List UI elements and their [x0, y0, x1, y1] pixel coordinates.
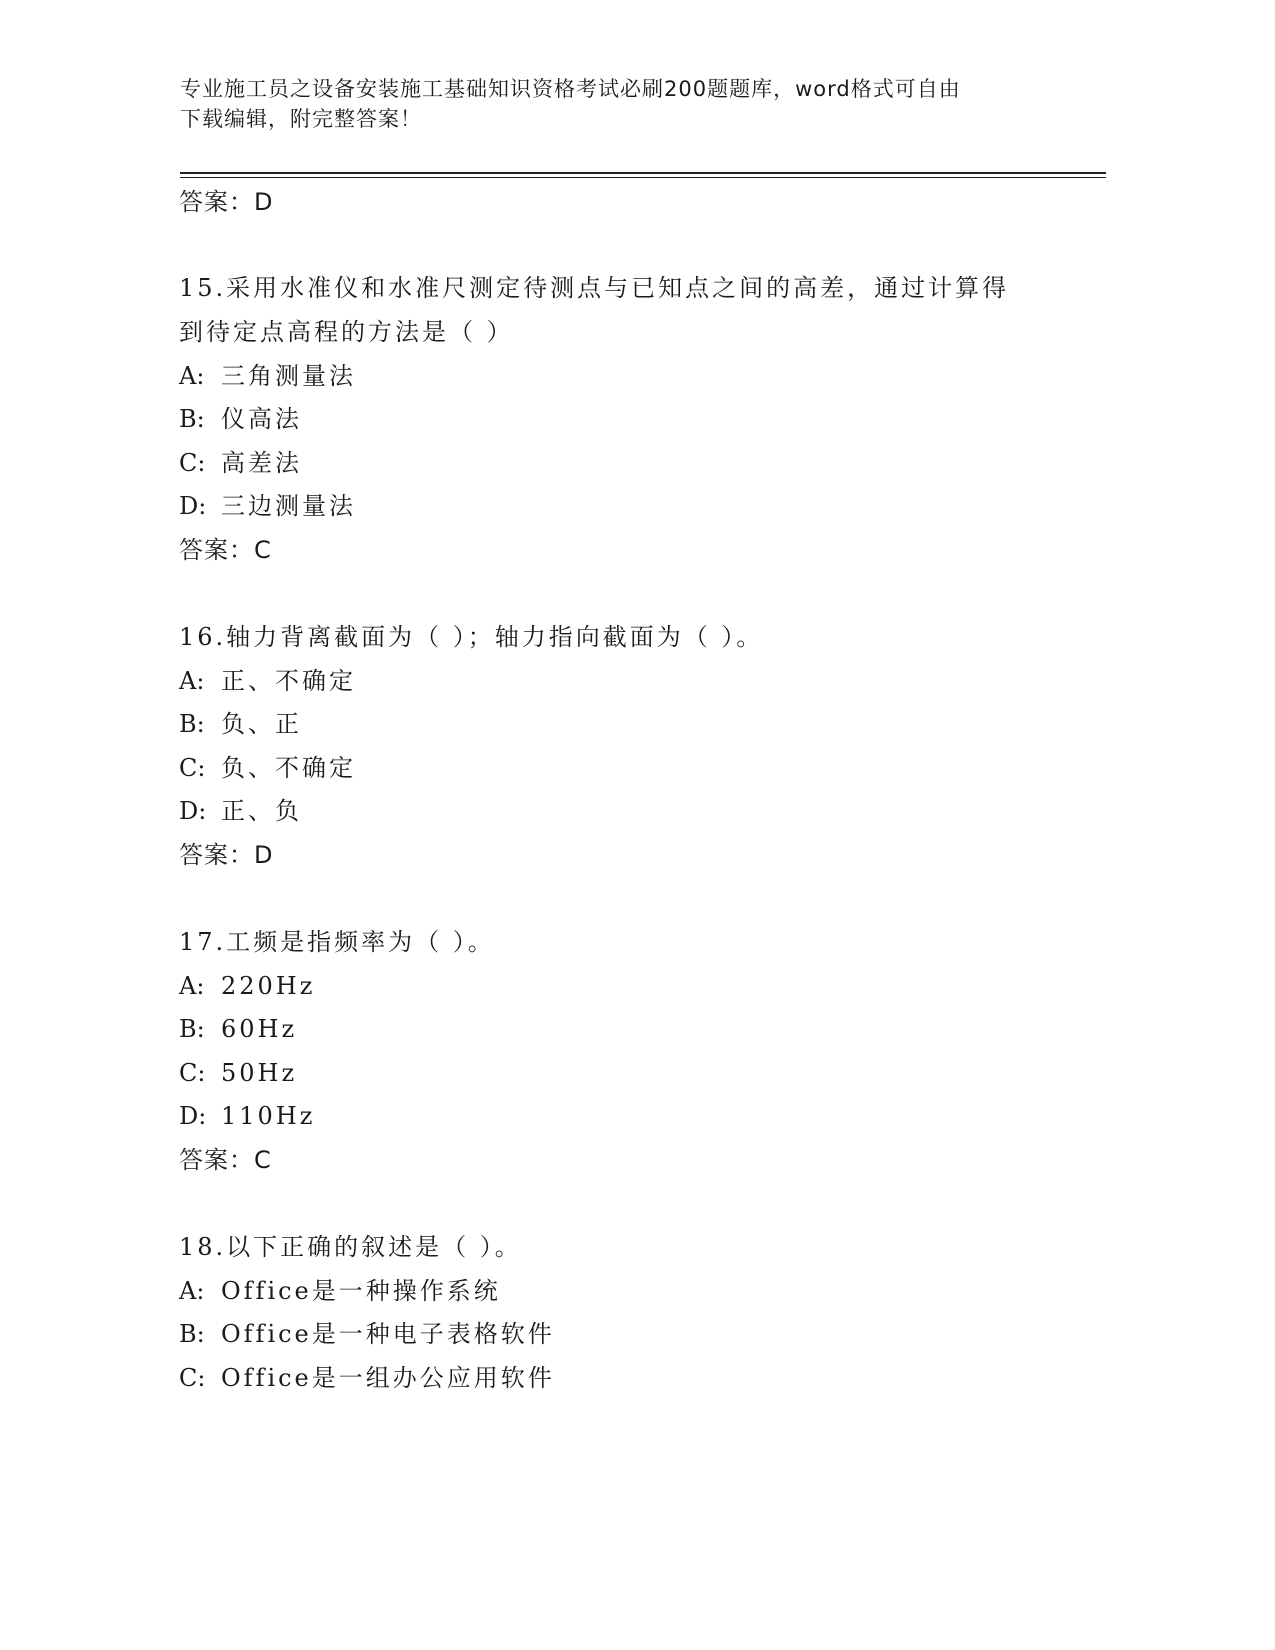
option-letter: B: — [179, 1015, 205, 1043]
question-18-option-b — [179, 1319, 555, 1349]
question-16-option-b — [179, 709, 302, 739]
option-letter: C: — [179, 1059, 206, 1087]
option-letter: B: — [179, 1320, 205, 1348]
question-16-answer: 答案：D — [179, 841, 274, 869]
option-letter: A: — [179, 972, 205, 1000]
question-15-option-c — [179, 448, 302, 478]
option-text: 正、不确定 — [221, 667, 356, 695]
option-letter: A: — [179, 1277, 205, 1305]
option-letter: C: — [179, 1364, 206, 1392]
question-15-option-a — [179, 361, 356, 391]
option-letter: B: — [179, 405, 205, 433]
header-divider-thin — [180, 177, 1106, 178]
option-letter: B: — [179, 710, 205, 738]
question-18-option-a — [179, 1276, 501, 1306]
header-line-2: 下载编辑，附完整答案！ — [180, 107, 422, 131]
option-letter: D: — [179, 797, 207, 825]
question-15-answer: 答案：C — [179, 536, 272, 564]
option-text: Office是一种电子表格软件 — [221, 1320, 555, 1348]
option-text: 110Hz — [221, 1102, 316, 1130]
option-letter: D: — [179, 1102, 207, 1130]
question-15-stem-line-2: 到待定点高程的方法是（ ） — [179, 318, 514, 346]
document-header — [180, 74, 1060, 134]
question-15-option-b — [179, 404, 302, 434]
option-letter: C: — [179, 449, 206, 477]
option-text: 高差法 — [221, 449, 302, 477]
question-17-answer: 答案：C — [179, 1146, 272, 1174]
option-letter: C: — [179, 754, 206, 782]
option-text: 50Hz — [221, 1059, 298, 1087]
question-18-option-c — [179, 1363, 555, 1393]
option-text: 正、负 — [221, 797, 302, 825]
option-text: 三角测量法 — [221, 362, 356, 390]
question-15-option-d — [179, 491, 356, 521]
header-divider — [180, 172, 1106, 174]
question-15-stem-line-1: 15.采用水准仪和水准尺测定待测点与已知点之间的高差，通过计算得 — [179, 274, 1010, 302]
question-18-stem: 18.以下正确的叙述是（ ）。 — [179, 1233, 522, 1261]
question-16-option-c — [179, 753, 356, 783]
header-line-1: 专业施工员之设备安装施工基础知识资格考试必刷200题题库，word格式可自由 — [180, 77, 961, 101]
option-text: Office是一种操作系统 — [221, 1277, 501, 1305]
question-16-stem: 16.轴力背离截面为（ ）；轴力指向截面为（ ）。 — [179, 623, 764, 651]
question-17-option-b — [179, 1014, 297, 1044]
option-text: 三边测量法 — [221, 492, 356, 520]
option-letter: D: — [179, 492, 207, 520]
option-text: 仪高法 — [221, 405, 302, 433]
option-text: 60Hz — [221, 1015, 298, 1043]
option-letter: A: — [179, 362, 205, 390]
question-17-option-d — [179, 1101, 315, 1131]
question-17-option-a — [179, 971, 315, 1001]
option-text: 负、正 — [221, 710, 302, 738]
question-17-stem: 17.工频是指频率为（ ）。 — [179, 928, 495, 956]
previous-answer: 答案：D — [179, 188, 274, 216]
question-16-option-a — [179, 666, 356, 696]
question-17-option-c — [179, 1058, 297, 1088]
option-text: 220Hz — [221, 972, 316, 1000]
option-letter: A: — [179, 667, 205, 695]
option-text: 负、不确定 — [221, 754, 356, 782]
question-16-option-d — [179, 796, 302, 826]
option-text: Office是一组办公应用软件 — [221, 1364, 555, 1392]
